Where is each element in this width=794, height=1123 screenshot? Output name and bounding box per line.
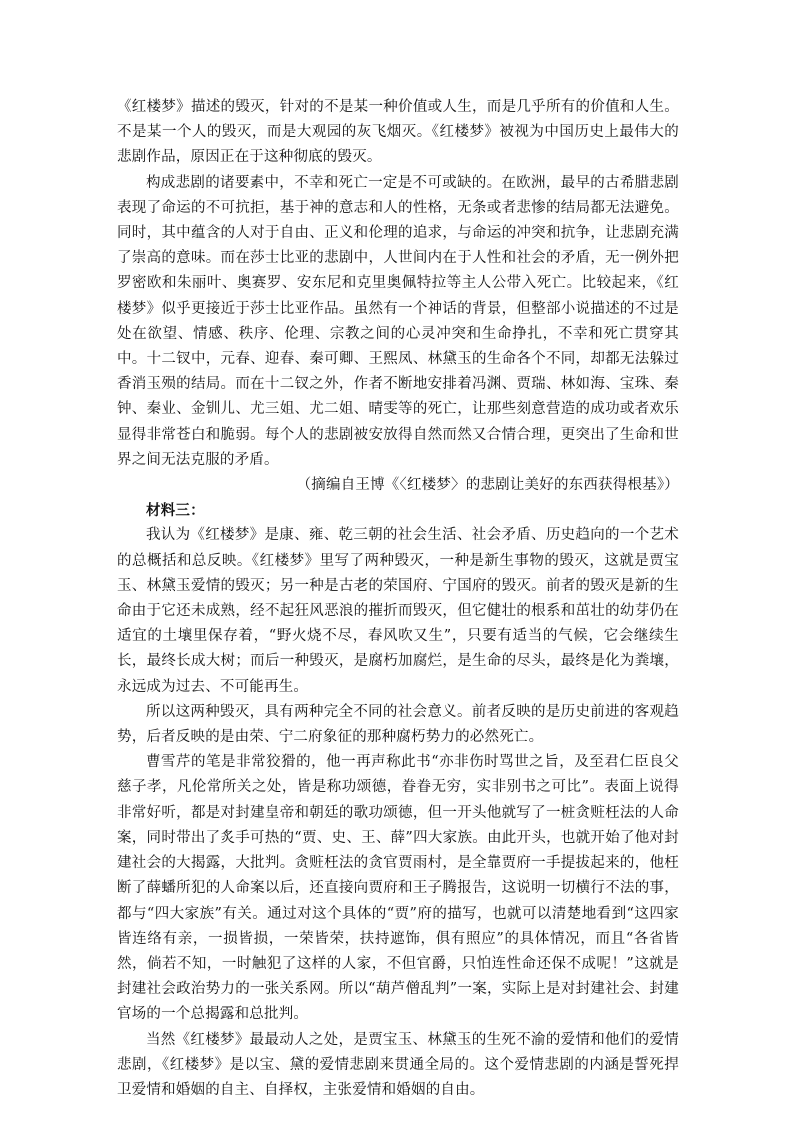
paragraph-material3-1: 我认为《红楼梦》是康、雍、乾三朝的社会生活、社会矛盾、历史趋向的一个艺术的总概括和总反映。《红楼梦》里写了两种毁灭，一种是新生事物的毁灭，这就是贾宝玉、林黛玉爱情的毁灭；另一种是古老的荣国府、宁国府的毁灭。前者的毁灭是新的生命由于它还未成熟，经不起狂风恶浪的摧折而毁灭，但它健壮的根系和茁壮的幼芽仍在适宜的土壤里保存着，“野火烧不尽，春风吹又生”，只要有适当的气候，它会继续生长，最终长成大树；而后一种毁灭，是腐朽加腐烂，是生命的尽头，最终是化为粪壤，永远成为过去、不可能再生。 [117,527,679,695]
paragraph-material3-3: 曹雪芹的笔是非常狡猾的，他一再声称此书“亦非伤时骂世之旨，及至君仁臣良父慈子孝，凡伦常所关之处，皆是称功颂德，眷眷无穷，实非别书之可比”。表面上说得非常好听，都是对封建皇帝和朝廷的歌功颂德，但一开头他就写了一桩贪赃枉法的人命案，同时带出了炙手可热的“贾、史、王、薛”四大家族。由此开头，也就开始了他对封建社会的大揭露，大批判。贪赃枉法的贪官贾雨村，是全靠贾府一手提拔起来的，他枉断了薛蟠所犯的人命案以后，还直接向贾府和王子腾报告，这说明一切横行不法的事，都与“四大家族”有关。通过对这个具体的“贾”府的描写，也就可以清楚地看到“这四家皆连络有亲，一损皆损，一荣皆荣，扶持遮饰，俱有照应”的具体情况，而且“各省皆然，倘若不知，一时触犯了这样的人家，不但官爵，只怕连性命还保不成呢！”这就是封建社会政治势力的一张关系网。所以“葫芦僧乱判”一案，实际上是对封建社会、封建官场的一个总揭露和总批判。 [117,754,679,1023]
source-citation: （摘编自王博《〈红楼梦〉的悲剧让美好的东西获得根基》） [296,477,679,494]
paragraph-material3-2: 所以这两种毁灭，具有两种完全不同的社会意义。前者反映的是历史前进的客观趋势，后者反映的是由荣、宁二府象征的那种腐朽势力的必然死亡。 [117,703,679,746]
paragraph-tragedy-elements: 构成悲剧的诸要素中，不幸和死亡一定是不可或缺的。在欧洲，最早的古希腊悲剧表现了命运的不可抗拒，基于神的意志和人的性格，无条或者悲惨的结局都无法避免。同时，其中蕴含的人对于自由、正义和伦理的追求，与命运的冲突和抗争，让悲剧充满了崇高的意味。而在莎士比亚的悲剧中，人世间内在于人性和社会的矛盾，无一例外把罗密欧和朱丽叶、奥赛罗、安东尼和克里奥佩特拉等主人公带入死亡。比较起来，《红楼梦》似乎更接近于莎士比亚作品。虽然有一个神话的背景，但整部小说描述的不过是处在欲望、情感、秩序、伦理、宗教之间的心灵冲突和生命挣扎，不幸和死亡贯穿其中。十二钗中，元春、迎春、秦可卿、王熙凤、林黛玉的生命各个不同，却都无法躲过香消玉殒的结局。而在十二钗之外，作者不断地安排着冯渊、贾瑞、林如海、宝珠、秦钟、秦业、金钏儿、尤三姐、尤二姐、晴雯等的死亡，让那些刻意营造的成功或者欢乐显得非常苍白和脆弱。每个人的悲剧被安放得自然而然又合情合理，更突出了生命和世界之间无法克服的矛盾。 [117,174,679,468]
paragraph-material3-4: 当然《红楼梦》最最动人之处，是贾宝玉、林黛玉的生死不渝的爱情和他们的爱情悲剧，《红楼梦》是以宝、黛的爱情悲剧来贯通全局的。这个爱情悲剧的内涵是誓死捍卫爱情和婚姻的自主、自择权，主张爱情和婚姻的自由。 [117,1031,679,1098]
document-page [117,95,679,1103]
paragraph-intro: 《红楼梦》描述的毁灭，针对的不是某一种价值或人生，而是几乎所有的价值和人生。不是某一个人的毁灭，而是大观园的灰飞烟灭。《红楼梦》被视为中国历史上最伟大的悲剧作品，原因正在于这种彻底的毁灭。 [117,99,679,166]
section-heading-material3: 材料三： [146,502,205,520]
